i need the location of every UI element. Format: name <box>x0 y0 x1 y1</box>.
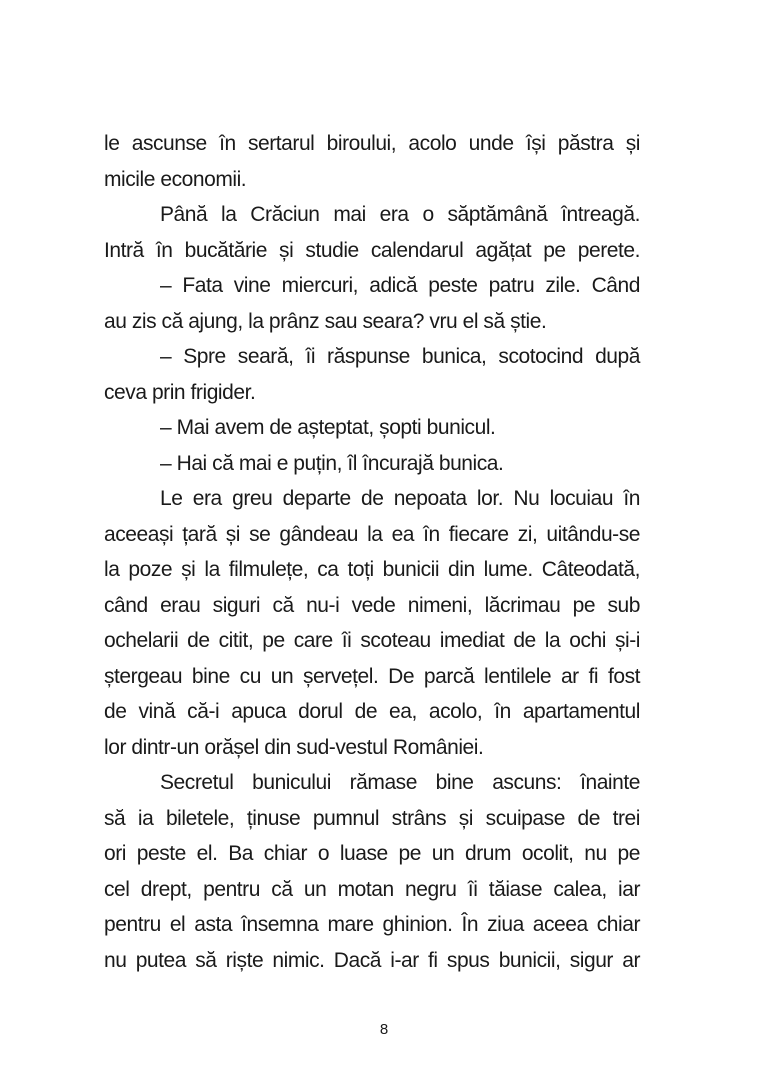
text-line: cel drept, pentru că un motan negru îi tăiase calea, iar <box>104 877 640 901</box>
dialogue-line: – Hai că mai e puțin, îl încurajă bunica. <box>160 451 504 475</box>
paragraph-start-line: Până la Crăciun mai era o săptămână întreagă. <box>160 203 640 226</box>
text-line: micile economii. <box>104 167 247 191</box>
text-line: au zis că ajung, la prânz sau seara? vru el să știe. <box>104 309 547 333</box>
text-line: Intră în bucătărie și studie calendarul agățat pe perete. <box>104 238 640 262</box>
text-line: când erau siguri că nu-i vede nimeni, lăcrimau pe sub <box>104 593 640 617</box>
text-line: le ascunse în sertarul biroului, acolo unde își păstra și <box>104 132 640 155</box>
page-number: 8 <box>379 1021 389 1038</box>
text-line: ceva prin frigider. <box>104 380 256 404</box>
text-line: pentru el asta însemna mare ghinion. În ziua aceea chiar <box>104 913 640 936</box>
dialogue-line: – Mai avem de așteptat, șopti bunicul. <box>160 416 496 439</box>
text-line: aceeași țară și se gândeau la ea în fiecare zi, uitându-se <box>104 522 640 546</box>
dialogue-line: – Fata vine miercuri, adică peste patru zile. Când <box>160 274 640 297</box>
paragraph-start-line: Le era greu departe de nepoata lor. Nu locuiau în <box>160 487 640 510</box>
paragraph-start-line: Secretul bunicului rămase bine ascuns: înainte <box>160 771 640 794</box>
text-line: ochelarii de citit, pe care îi scoteau imediat de la ochi și-i <box>104 629 640 652</box>
body-text <box>104 126 640 978</box>
text-line: ștergeau bine cu un șervețel. De parcă lentilele ar fi fost <box>104 664 640 688</box>
text-line: nu putea să riște nimic. Dacă i-ar fi spus bunicii, sigur ar <box>104 948 640 972</box>
text-line: să ia biletele, ținuse pumnul strâns și scuipase de trei <box>104 806 640 830</box>
text-line: lor dintr-un orășel din sud-vestul României. <box>104 735 484 759</box>
text-line: ori peste el. Ba chiar o luase pe un drum ocolit, nu pe <box>104 842 640 865</box>
text-line: de vină că-i apuca dorul de ea, acolo, în apartamentul <box>104 700 640 723</box>
dialogue-line: – Spre seară, îi răspunse bunica, scotocind după <box>160 345 640 368</box>
text-line: la poze și la filmulețe, ca toți bunicii din lume. Câteodată, <box>104 558 640 581</box>
